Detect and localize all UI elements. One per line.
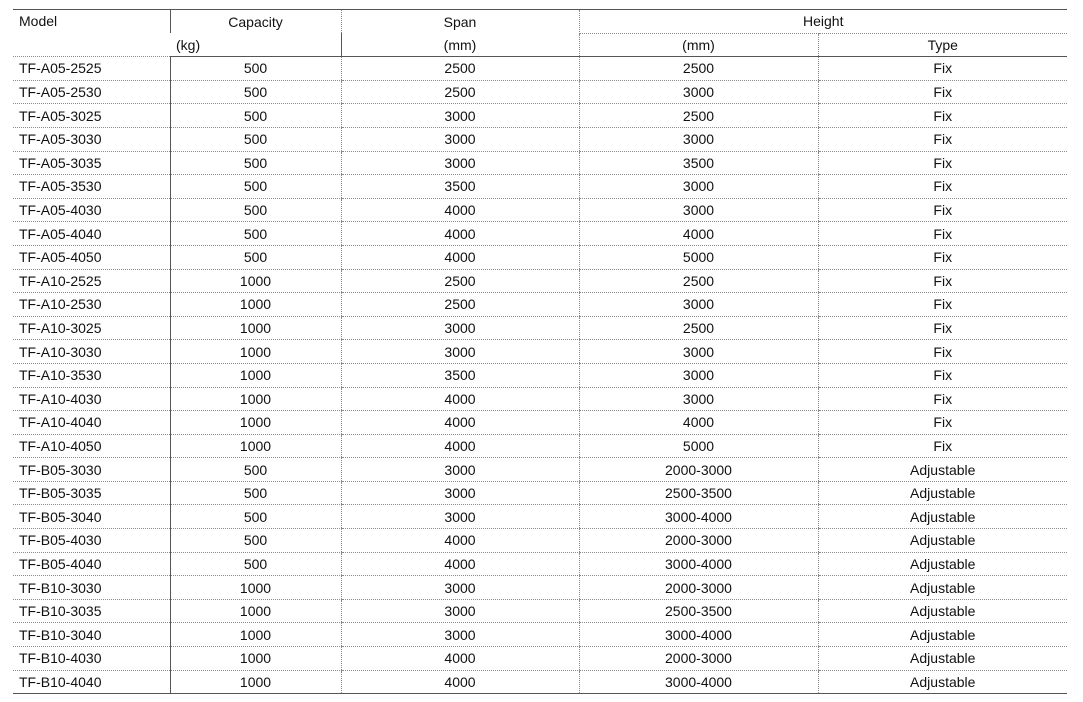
header-span-unit: (mm) xyxy=(341,33,579,57)
cell-type: Fix xyxy=(818,57,1067,81)
cell-model: TF-B10-3030 xyxy=(13,576,170,600)
cell-model: TF-A10-4050 xyxy=(13,434,170,458)
table-row xyxy=(13,647,1067,671)
cell-type: Adjustable xyxy=(818,505,1067,529)
cell-height: 2500-3500 xyxy=(579,599,818,623)
cell-model: TF-A10-4040 xyxy=(13,411,170,435)
cell-type: Fix xyxy=(818,293,1067,317)
table-row xyxy=(13,434,1067,458)
cell-span: 4000 xyxy=(341,529,579,553)
cell-height: 2500 xyxy=(579,57,818,81)
cell-height: 2500 xyxy=(579,104,818,128)
cell-span: 3000 xyxy=(341,576,579,600)
table-row xyxy=(13,222,1067,246)
cell-height: 2000-3000 xyxy=(579,458,818,482)
table-row xyxy=(13,245,1067,269)
cell-height: 3000-4000 xyxy=(579,505,818,529)
cell-span: 2500 xyxy=(341,293,579,317)
header-capacity-unit: (kg) xyxy=(170,33,341,57)
cell-span: 4000 xyxy=(341,670,579,694)
header-height: Height xyxy=(579,10,1067,34)
cell-type: Fix xyxy=(818,363,1067,387)
header-height-unit: (mm) xyxy=(579,33,818,57)
cell-span: 3000 xyxy=(341,151,579,175)
cell-model: TF-B05-3035 xyxy=(13,481,170,505)
cell-capacity: 500 xyxy=(170,505,341,529)
spec-table-container xyxy=(13,9,1067,694)
cell-capacity: 500 xyxy=(170,222,341,246)
cell-capacity: 1000 xyxy=(170,293,341,317)
cell-capacity: 1000 xyxy=(170,647,341,671)
cell-type: Fix xyxy=(818,198,1067,222)
cell-span: 3000 xyxy=(341,316,579,340)
table-row xyxy=(13,623,1067,647)
cell-height: 2500 xyxy=(579,316,818,340)
cell-model: TF-B10-3035 xyxy=(13,599,170,623)
cell-span: 3000 xyxy=(341,599,579,623)
table-row xyxy=(13,151,1067,175)
table-row xyxy=(13,529,1067,553)
cell-capacity: 1000 xyxy=(170,599,341,623)
table-row xyxy=(13,363,1067,387)
table-row xyxy=(13,505,1067,529)
cell-span: 3000 xyxy=(341,340,579,364)
cell-span: 4000 xyxy=(341,387,579,411)
cell-height: 3000 xyxy=(579,198,818,222)
cell-model: TF-A10-2530 xyxy=(13,293,170,317)
cell-span: 4000 xyxy=(341,198,579,222)
table-row xyxy=(13,670,1067,694)
cell-capacity: 1000 xyxy=(170,269,341,293)
cell-height: 5000 xyxy=(579,434,818,458)
header-capacity: Capacity xyxy=(170,10,341,34)
cell-model: TF-A10-3030 xyxy=(13,340,170,364)
table-row xyxy=(13,481,1067,505)
cell-span: 2500 xyxy=(341,269,579,293)
cell-height: 4000 xyxy=(579,222,818,246)
table-row xyxy=(13,340,1067,364)
cell-capacity: 1000 xyxy=(170,316,341,340)
cell-height: 2500 xyxy=(579,269,818,293)
cell-capacity: 500 xyxy=(170,104,341,128)
cell-span: 4000 xyxy=(341,411,579,435)
cell-span: 2500 xyxy=(341,57,579,81)
cell-capacity: 1000 xyxy=(170,434,341,458)
header-span: Span xyxy=(341,10,579,34)
cell-height: 3000 xyxy=(579,293,818,317)
cell-span: 4000 xyxy=(341,552,579,576)
cell-height: 3000 xyxy=(579,363,818,387)
cell-span: 4000 xyxy=(341,647,579,671)
cell-height: 3000 xyxy=(579,80,818,104)
cell-span: 4000 xyxy=(341,434,579,458)
cell-height: 5000 xyxy=(579,245,818,269)
cell-type: Fix xyxy=(818,340,1067,364)
cell-model: TF-B10-3040 xyxy=(13,623,170,647)
cell-model: TF-B05-3040 xyxy=(13,505,170,529)
cell-model: TF-A05-3025 xyxy=(13,104,170,128)
cell-height: 2500-3500 xyxy=(579,481,818,505)
cell-capacity: 500 xyxy=(170,80,341,104)
cell-capacity: 1000 xyxy=(170,387,341,411)
cell-capacity: 500 xyxy=(170,127,341,151)
cell-type: Fix xyxy=(818,387,1067,411)
cell-height: 3000 xyxy=(579,387,818,411)
cell-capacity: 1000 xyxy=(170,363,341,387)
cell-height: 3000 xyxy=(579,127,818,151)
cell-span: 3000 xyxy=(341,458,579,482)
header-row-1 xyxy=(13,10,1067,34)
cell-model: TF-B10-4030 xyxy=(13,647,170,671)
cell-type: Adjustable xyxy=(818,529,1067,553)
table-row xyxy=(13,104,1067,128)
cell-type: Fix xyxy=(818,316,1067,340)
cell-type: Fix xyxy=(818,104,1067,128)
cell-model: TF-A05-3030 xyxy=(13,127,170,151)
cell-type: Adjustable xyxy=(818,623,1067,647)
cell-type: Adjustable xyxy=(818,670,1067,694)
cell-type: Adjustable xyxy=(818,552,1067,576)
cell-type: Fix xyxy=(818,434,1067,458)
table-row xyxy=(13,599,1067,623)
table-row xyxy=(13,576,1067,600)
cell-model: TF-A05-4040 xyxy=(13,222,170,246)
cell-height: 3000 xyxy=(579,175,818,199)
cell-model: TF-A05-2525 xyxy=(13,57,170,81)
cell-height: 3500 xyxy=(579,151,818,175)
table-row xyxy=(13,552,1067,576)
cell-span: 3000 xyxy=(341,481,579,505)
header-model: Model xyxy=(13,10,170,57)
cell-type: Adjustable xyxy=(818,458,1067,482)
cell-span: 4000 xyxy=(341,222,579,246)
table-header xyxy=(13,10,1067,57)
cell-model: TF-B05-4040 xyxy=(13,552,170,576)
header-type: Type xyxy=(818,33,1067,57)
cell-capacity: 500 xyxy=(170,552,341,576)
cell-span: 3500 xyxy=(341,175,579,199)
cell-height: 3000-4000 xyxy=(579,623,818,647)
cell-model: TF-A10-3530 xyxy=(13,363,170,387)
cell-type: Fix xyxy=(818,127,1067,151)
cell-model: TF-B05-4030 xyxy=(13,529,170,553)
cell-type: Fix xyxy=(818,411,1067,435)
cell-model: TF-A05-4050 xyxy=(13,245,170,269)
table-row xyxy=(13,175,1067,199)
cell-span: 3000 xyxy=(341,623,579,647)
cell-type: Fix xyxy=(818,151,1067,175)
cell-capacity: 1000 xyxy=(170,670,341,694)
cell-type: Fix xyxy=(818,269,1067,293)
cell-height: 4000 xyxy=(579,411,818,435)
cell-span: 3000 xyxy=(341,505,579,529)
table-row xyxy=(13,198,1067,222)
cell-type: Fix xyxy=(818,245,1067,269)
cell-capacity: 500 xyxy=(170,458,341,482)
cell-model: TF-A05-3035 xyxy=(13,151,170,175)
table-row xyxy=(13,458,1067,482)
table-row xyxy=(13,293,1067,317)
table-row xyxy=(13,127,1067,151)
cell-span: 3500 xyxy=(341,363,579,387)
table-row xyxy=(13,411,1067,435)
cell-height: 3000-4000 xyxy=(579,552,818,576)
cell-span: 2500 xyxy=(341,80,579,104)
cell-capacity: 1000 xyxy=(170,340,341,364)
table-row xyxy=(13,80,1067,104)
cell-span: 4000 xyxy=(341,245,579,269)
header-row-2 xyxy=(13,33,1067,57)
cell-model: TF-B10-4040 xyxy=(13,670,170,694)
cell-model: TF-A10-3025 xyxy=(13,316,170,340)
cell-model: TF-A05-3530 xyxy=(13,175,170,199)
cell-capacity: 500 xyxy=(170,151,341,175)
cell-capacity: 1000 xyxy=(170,623,341,647)
cell-span: 3000 xyxy=(341,127,579,151)
cell-capacity: 500 xyxy=(170,57,341,81)
table-body xyxy=(13,57,1067,694)
cell-type: Adjustable xyxy=(818,599,1067,623)
cell-type: Adjustable xyxy=(818,647,1067,671)
cell-type: Fix xyxy=(818,80,1067,104)
table-row xyxy=(13,57,1067,81)
cell-capacity: 500 xyxy=(170,481,341,505)
cell-height: 3000 xyxy=(579,340,818,364)
cell-model: TF-A10-4030 xyxy=(13,387,170,411)
cell-type: Adjustable xyxy=(818,481,1067,505)
cell-model: TF-A10-2525 xyxy=(13,269,170,293)
table-row xyxy=(13,316,1067,340)
cell-height: 2000-3000 xyxy=(579,647,818,671)
cell-model: TF-B05-3030 xyxy=(13,458,170,482)
cell-span: 3000 xyxy=(341,104,579,128)
cell-model: TF-A05-4030 xyxy=(13,198,170,222)
cell-height: 2000-3000 xyxy=(579,529,818,553)
cell-type: Fix xyxy=(818,222,1067,246)
table-row xyxy=(13,269,1067,293)
cell-capacity: 500 xyxy=(170,175,341,199)
cell-capacity: 1000 xyxy=(170,411,341,435)
spec-table xyxy=(13,9,1067,694)
cell-capacity: 1000 xyxy=(170,576,341,600)
cell-capacity: 500 xyxy=(170,245,341,269)
table-row xyxy=(13,387,1067,411)
cell-type: Adjustable xyxy=(818,576,1067,600)
cell-model: TF-A05-2530 xyxy=(13,80,170,104)
cell-height: 2000-3000 xyxy=(579,576,818,600)
cell-type: Fix xyxy=(818,175,1067,199)
cell-capacity: 500 xyxy=(170,529,341,553)
cell-capacity: 500 xyxy=(170,198,341,222)
cell-height: 3000-4000 xyxy=(579,670,818,694)
